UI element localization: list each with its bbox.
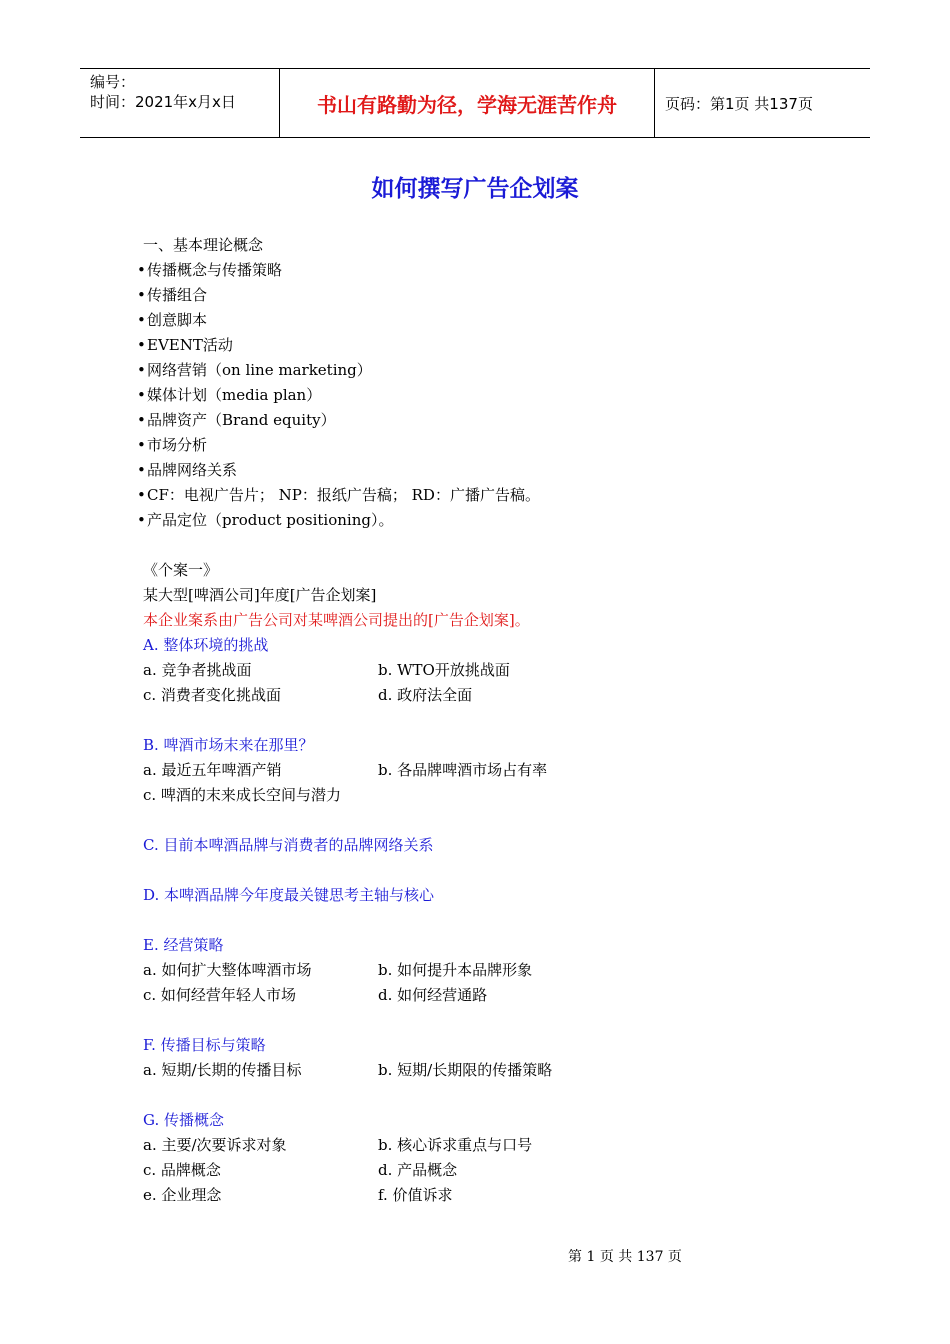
bullet-item: • 品牌资产（Brand equity） xyxy=(137,411,336,429)
bullet-item: • 传播概念与传播策略 xyxy=(137,261,283,279)
item-row: a. 如何扩大整体啤酒市场 b. 如何提升本品牌形象 xyxy=(143,961,533,979)
item-row: c. 消费者变化挑战面 d. 政府法全面 xyxy=(143,686,473,704)
number-label: 编号： xyxy=(90,73,136,91)
item-row: c. 啤酒的末来成长空间与潜力 xyxy=(143,786,341,804)
item-row: a. 竞争者挑战面 b. WTO开放挑战面 xyxy=(143,661,510,679)
time-label: 时间：2021年x月x日 xyxy=(90,93,236,111)
section-c-heading: C. 目前本啤酒品牌与消费者的品牌网络关系 xyxy=(143,836,434,854)
item-row: a. 最近五年啤酒产销 b. 各品牌啤酒市场占有率 xyxy=(143,761,548,779)
item-row: a. 短期/长期的传播目标 b. 短期/长期限的传播策略 xyxy=(143,1061,553,1079)
bullet-item: • 品牌网络关系 xyxy=(137,461,238,479)
section-f-heading: F. 传播目标与策略 xyxy=(143,1036,266,1054)
bullet-item: • 产品定位（product positioning）。 xyxy=(137,511,394,529)
bullet-item: • 创意脚本 xyxy=(137,311,208,329)
section-heading: 一、基本理论概念 xyxy=(143,236,264,254)
item-row: c. 品牌概念 d. 产品概念 xyxy=(143,1161,458,1179)
case-label: 《个案一》 xyxy=(143,561,219,579)
case-subtitle: 某大型[啤酒公司]年度[广告企划案] xyxy=(143,586,377,604)
section-d-heading: D. 本啤酒品牌今年度最关键思考主轴与核心 xyxy=(143,886,435,904)
header-page-info: 页码：第1页 共137页 xyxy=(665,94,813,113)
section-e-heading: E. 经营策略 xyxy=(143,936,224,954)
page-footer: 第 1 页 共 137 页 xyxy=(568,1249,682,1265)
section-g-heading: G. 传播概念 xyxy=(143,1111,224,1129)
document-title: 如何撰写广告企划案 xyxy=(371,176,579,202)
document-body xyxy=(137,233,843,1208)
section-b-heading: B. 啤酒市场末来在那里？ xyxy=(143,736,314,754)
item-row: e. 企业理念 f. 价值诉求 xyxy=(143,1186,453,1204)
bullet-item: • 网络营销（on line marketing） xyxy=(137,361,372,379)
bullet-item: • 传播组合 xyxy=(137,286,208,304)
bullet-item: • 媒体计划（media plan） xyxy=(137,386,322,404)
header-meta xyxy=(80,69,280,137)
header-motto: 书山有路勤为径，学海无涯苦作舟 xyxy=(280,69,655,137)
item-row: a. 主要/次要诉求对象 b. 核心诉求重点与口号 xyxy=(143,1136,533,1154)
section-a-heading: A. 整体环境的挑战 xyxy=(143,636,269,654)
bullet-item: • 市场分析 xyxy=(137,436,208,454)
bullet-item: • EVENT活动 xyxy=(137,336,233,354)
case-intro: 本企业案系由广告公司对某啤酒公司提出的[广告企划案]。 xyxy=(143,611,530,629)
bullet-item: • CF：电视广告片； NP：报纸广告稿； RD：广播广告稿。 xyxy=(137,486,540,504)
item-row: c. 如何经营年轻人市场 d. 如何经营通路 xyxy=(143,986,488,1004)
page-header xyxy=(80,68,870,138)
